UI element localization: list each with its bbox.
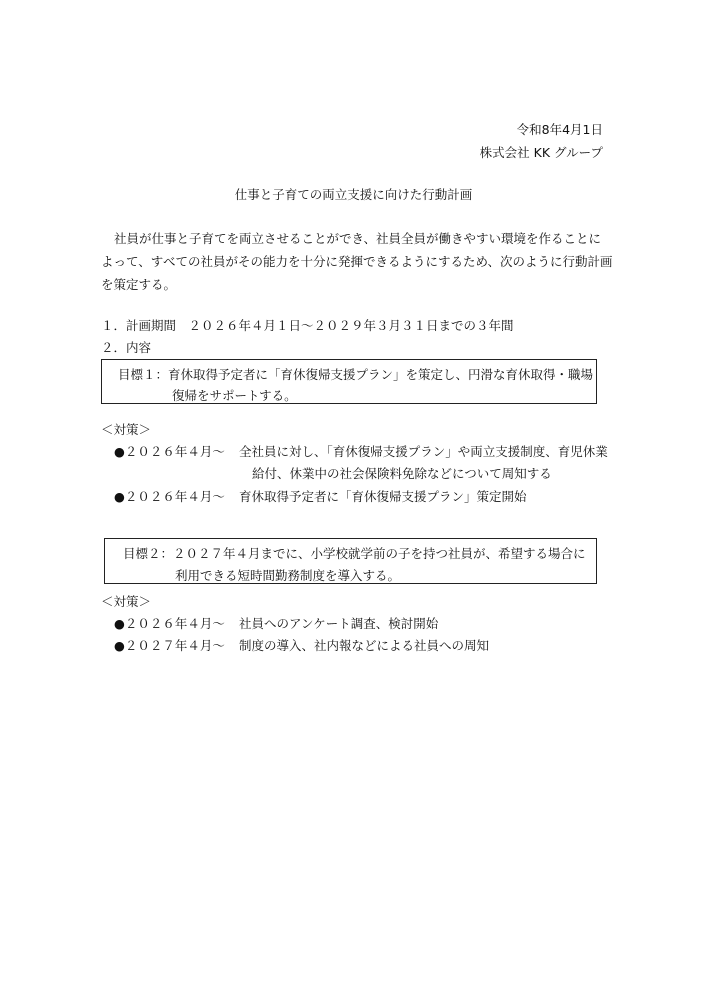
contents-label: ２．内容	[101, 340, 152, 355]
goal-1-line-2: 復帰をサポートする。	[172, 388, 297, 403]
goal-2-measure-2-desc-1: 制度の導入、社内報などによる社員への周知	[239, 638, 490, 653]
intro-line-2: よって、すべての社員がその能力を十分に発揮できるようにするため、次のように行動計画	[101, 254, 613, 269]
measure-date: ●２０２７年４月～	[114, 638, 225, 653]
goal-1-measure-1-desc-1: 全社員に対し、「育休復帰支援プラン」や両立支援制度、育児休業	[239, 444, 608, 459]
goal-2-line-1: 目標２：２０２７年４月までに、小学校就学前の子を持つ社員が、希望する場合に	[123, 546, 586, 561]
measure-date: ●２０２６年４月～	[114, 489, 225, 504]
goal-2-measure-1-desc-1: 社員へのアンケート調査、検討開始	[239, 616, 439, 631]
goal-1-measure-2	[114, 487, 225, 505]
goal-1-measure-2-desc-1: 育休取得予定者に「育休復帰支援プラン」策定開始	[239, 489, 527, 504]
goal-2-line-2: 利用できる短時間勤務制度を導入する。	[175, 568, 401, 583]
goal-1-line-1: 目標１：育休取得予定者に「育休復帰支援プラン」を策定し、円滑な育休取得・職場	[118, 367, 594, 382]
document-title: 仕事と子育ての両立支援に向けた行動計画	[234, 187, 473, 202]
plan-period: １．計画期間 ２０２６年４月１日～２０２９年３月３１日までの３年間	[101, 318, 514, 333]
goal-2-measure-1	[114, 614, 225, 632]
intro-line-1: 社員が仕事と子育てを両立させることができ、社員全員が働きやすい環境を作ることに	[114, 231, 602, 246]
goal-1-box	[101, 359, 597, 404]
measure-date: ●２０２６年４月～	[114, 444, 225, 459]
goal-2-measures-label: ＜対策＞	[101, 594, 152, 609]
company-name: 株式会社 KK グループ	[479, 145, 603, 160]
document-date: 令和8年4月1日	[516, 122, 603, 137]
intro-line-3: を策定する。	[101, 277, 177, 292]
goal-1-measures-label: ＜対策＞	[101, 422, 152, 437]
measure-date: ●２０２６年４月～	[114, 616, 225, 631]
goal-2-measure-2	[114, 636, 225, 654]
goal-1-measure-1	[114, 442, 225, 460]
goal-2-box	[104, 538, 597, 584]
goal-1-measure-1-desc-2: 給付、休業中の社会保険料免除などについて周知する	[252, 466, 552, 481]
